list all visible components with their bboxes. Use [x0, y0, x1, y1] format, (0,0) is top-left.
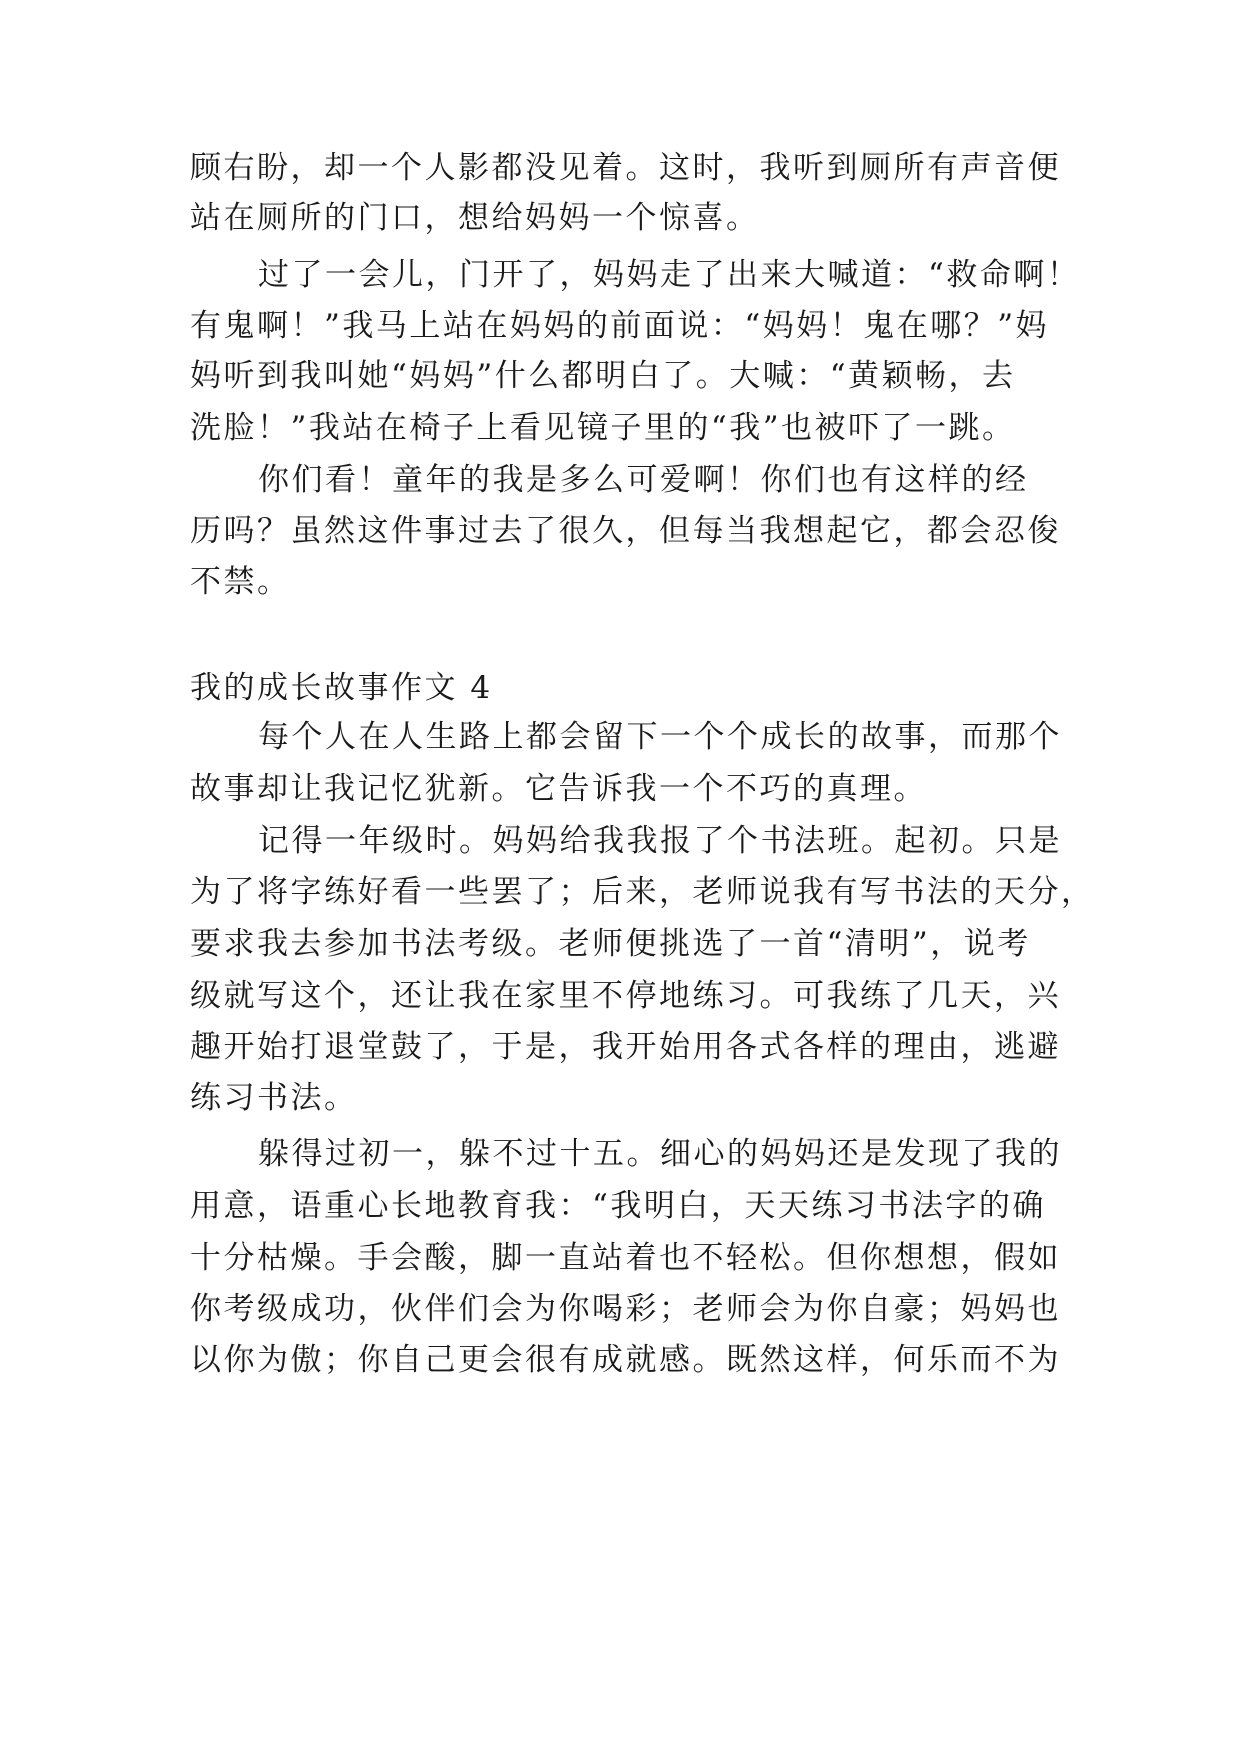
section-heading: 我的成长故事作文 4 [190, 670, 493, 706]
text-line: 你考级成功，伙伴们会为你喝彩；老师会为你自豪；妈妈也 [190, 1291, 1061, 1327]
text-line: 要求我去参加书法考级。老师便挑选了一首“清明”，说考 [190, 926, 1031, 962]
text-line: 用意，语重心长地教育我：“我明白，天天练习书法字的确 [190, 1188, 1046, 1224]
text-line: 练习书法。 [190, 1080, 358, 1116]
text-line: 历吗？虽然这件事过去了很久，但每当我想起它，都会忍俊 [190, 513, 1061, 549]
paragraph-start-line: 你们看！童年的我是多么可爱啊！你们也有这样的经 [258, 462, 1029, 498]
text-line: 站在厕所的门口，想给妈妈一个惊喜。 [190, 200, 760, 236]
text-line: 以你为傲；你自己更会很有成就感。既然这样，何乐而不为 [190, 1342, 1061, 1378]
text-line: 不禁。 [190, 564, 291, 600]
text-line: 有鬼啊！”我马上站在妈妈的前面说：“妈妈！鬼在哪？”妈 [190, 308, 1050, 344]
text-line: 十分枯燥。手会酸，脚一直站着也不轻松。但你想想，假如 [190, 1240, 1061, 1276]
text-line: 级就写这个，还让我在家里不停地练习。可我练了几天，兴 [190, 978, 1061, 1014]
paragraph-start-line: 躲得过初一，躲不过十五。细心的妈妈还是发现了我的 [258, 1136, 1062, 1172]
text-line: 妈听到我叫她“妈妈”什么都明白了。大喊：“黄颖畅，去 [190, 358, 1016, 394]
paragraph-start-line: 记得一年级时。妈妈给我我报了个书法班。起初。只是 [258, 823, 1062, 859]
text-line: 趣开始打退堂鼓了，于是，我开始用各式各样的理由，逃避 [190, 1029, 1061, 1065]
paragraph-start-line: 过了一会儿，门开了，妈妈走了出来大喊道：“救命啊！ [258, 257, 1081, 293]
text-line: 故事却让我记忆犹新。它告诉我一个不巧的真理。 [190, 771, 927, 807]
text-line: 洗脸！”我站在椅子上看见镜子里的“我”也被吓了一跳。 [190, 410, 1016, 446]
paragraph-start-line: 每个人在人生路上都会留下一个个成长的故事，而那个 [258, 719, 1062, 755]
text-line: 为了将字练好看一些罢了；后来，老师说我有写书法的天分， [190, 874, 1095, 910]
text-line: 顾右盼，却一个人影都没见着。这时，我听到厕所有声音便 [190, 150, 1061, 186]
